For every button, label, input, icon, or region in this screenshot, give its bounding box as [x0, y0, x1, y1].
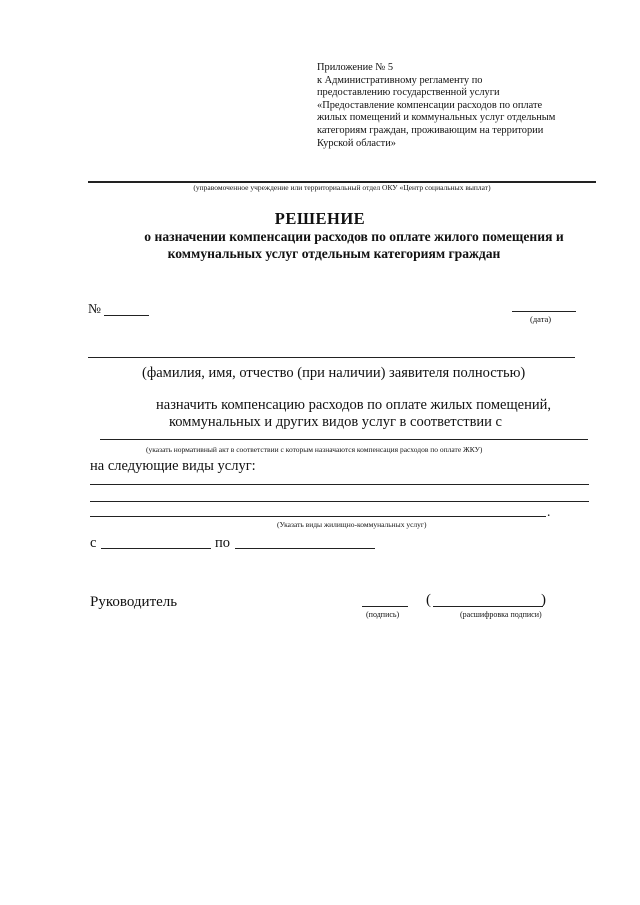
- period-to-label: по: [215, 535, 231, 551]
- services-field-line-3: [90, 516, 546, 517]
- services-label: на следующие виды услуг:: [90, 458, 256, 474]
- decoding-close-paren: ): [541, 592, 546, 608]
- act-field-line: [100, 439, 588, 440]
- head-label: Руководитель: [90, 594, 178, 610]
- annex-header: [317, 62, 617, 150]
- annex-line: жилых помещений и коммунальных услуг отдельным: [317, 112, 556, 124]
- applicant-caption: (фамилия, имя, отчество (при наличии) заявителя полностью): [142, 365, 526, 381]
- applicant-field-line: [88, 357, 575, 358]
- annex-line: категориям граждан, проживающим на территории: [317, 124, 544, 136]
- services-caption: (Указать виды жилищно-коммунальных услуг): [277, 520, 427, 529]
- annex-line: к Административному регламенту по: [317, 74, 483, 86]
- annex-line: предоставлению государственной услуги: [317, 87, 500, 99]
- document-subtitle-line1: о назначении компенсации расходов по оплате жилого помещения и: [144, 229, 564, 244]
- act-caption: (указать нормативный акт в соответствии с которым назначаются компенсация расходов по оплате ЖКУ): [146, 445, 483, 454]
- period-from-line: [101, 548, 211, 549]
- period-to-line: [235, 548, 375, 549]
- decoding-line: [433, 606, 543, 607]
- annex-line: Курской области»: [317, 137, 396, 149]
- number-field-line: [104, 315, 149, 316]
- date-field-line: [512, 311, 576, 312]
- annex-line: Приложение № 5: [317, 62, 394, 73]
- period-from-label: с: [90, 535, 97, 551]
- date-caption: (дата): [530, 314, 552, 324]
- services-field-line-2: [90, 501, 589, 502]
- authority-caption: (управомоченное учреждение или территориальный отдел ОКУ «Центр социальных выплат): [193, 183, 491, 192]
- document-title: РЕШЕНИЕ: [274, 209, 366, 228]
- annex-line: «Предоставление компенсации расходов по оплате: [317, 99, 543, 111]
- decoding-open-paren: (: [426, 592, 431, 608]
- assign-line1: назначить компенсацию расходов по оплате жилых помещений,: [156, 397, 551, 413]
- services-field-line-1: [90, 484, 589, 485]
- assign-line2: коммунальных и других видов услуг в соответствии с: [169, 414, 502, 430]
- number-label: №: [88, 301, 101, 316]
- decoding-caption: (расшифровка подписи): [460, 610, 542, 619]
- signature-caption: (подпись): [366, 610, 400, 619]
- signature-line: [362, 606, 408, 607]
- services-end-mark: .: [547, 504, 551, 519]
- document-subtitle-line2: коммунальных услуг отдельным категориям граждан: [167, 246, 501, 261]
